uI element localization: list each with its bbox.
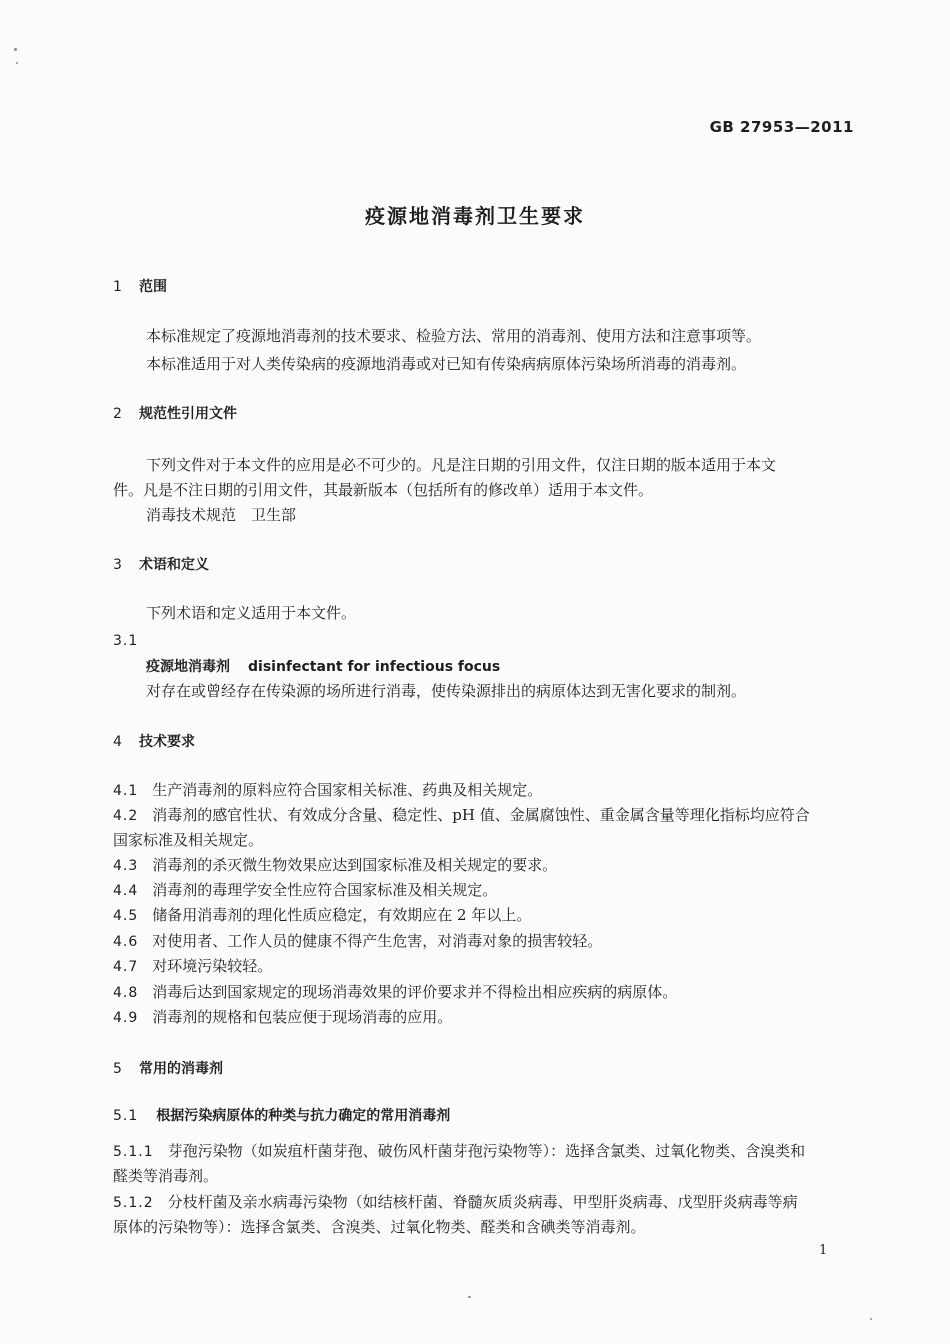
clause-5-1-1 [113,1139,805,1165]
section-number: 4 [113,734,122,750]
section-5-heading [113,1058,223,1078]
clause-4-4 [113,878,497,904]
section-number: 2 [113,406,122,422]
clause-4-6 [113,929,602,955]
clause-number: 5.1.1 [113,1144,154,1160]
section-2-paragraph-line-1: 下列文件对于本文件的应用是必不可少的。凡是注日期的引用文件，仅注日期的版本适用于本文 [146,456,777,474]
section-number: 1 [113,279,122,295]
term-number [113,628,152,654]
scan-speck [468,1296,471,1298]
clause-4-3 [113,853,557,879]
term-chinese: 疫源地消毒剂 [146,659,230,675]
clause-number: 4.9 [113,1010,139,1026]
clause-4-2 [113,803,810,829]
clause-text: 消毒剂的杀灭微生物效果应达到国家标准及相关规定的要求。 [152,856,558,874]
section-number: 5 [113,1061,122,1077]
term-entry [146,656,500,676]
clause-text: 芽孢污染物（如炭疽杆菌芽孢、破伤风杆菌芽孢污染物等）：选择含氯类、过氧化物类、含溴类和 [167,1142,806,1160]
subsection-title: 根据污染病原体的种类与抗力确定的常用消毒剂 [156,1108,451,1124]
clause-text: 对使用者、工作人员的健康不得产生危害，对消毒对象的损害较轻。 [152,932,603,950]
section-2-heading [113,403,237,423]
clause-4-2-continuation: 国家标准及相关规定。 [113,831,264,849]
clause-4-7 [113,954,272,980]
clause-number: 4.4 [113,883,139,899]
section-title: 技术要求 [139,734,195,750]
clause-number: 4.5 [113,908,139,924]
clause-4-9 [113,1005,452,1031]
section-2-paragraph-line-2: 件。凡是不注日期的引用文件，其最新版本（包括所有的修改单）适用于本文件。 [113,481,654,499]
section-1-paragraph-1: 本标准规定了疫源地消毒剂的技术要求、检验方法、常用的消毒剂、使用方法和注意事项等。 [146,327,762,345]
subsection-number: 5.1 [113,1108,139,1124]
clause-number: 3.1 [113,633,139,649]
standard-code: GB 27953—2011 [709,118,854,136]
clause-text: 生产消毒剂的原料应符合国家相关标准、药典及相关规定。 [152,781,543,799]
clause-number: 4.8 [113,985,139,1001]
clause-5-1-2-continuation: 原体的污染物等）：选择含氯类、含溴类、过氧化物类、醛类和含碘类等消毒剂。 [113,1218,646,1236]
clause-number: 4.2 [113,808,139,824]
clause-text: 对环境污染较轻。 [152,957,273,975]
clause-number: 4.6 [113,934,139,950]
clause-text: 分枝杆菌及亲水病毒污染物（如结核杆菌、脊髓灰质炎病毒、甲型肝炎病毒、戊型肝炎病毒等病 [167,1193,798,1211]
clause-5-1-2 [113,1190,798,1216]
page-number: 1 [819,1243,828,1258]
scan-speck [14,48,17,51]
section-1-paragraph-2: 本标准适用于对人类传染病的疫源地消毒或对已知有传染病病原体污染场所消毒的消毒剂。 [146,355,747,373]
clause-text: 消毒后达到国家规定的现场消毒效果的评价要求并不得检出相应疾病的病原体。 [152,983,678,1001]
clause-number: 4.1 [113,783,139,799]
section-3-heading [113,554,209,574]
section-1-heading [113,276,167,296]
clause-4-1 [113,778,542,804]
section-4-heading [113,731,195,751]
scan-speck [870,1318,872,1320]
clause-number: 4.7 [113,959,139,975]
scan-speck [16,62,18,64]
section-title: 常用的消毒剂 [139,1061,223,1077]
clause-4-5 [113,903,531,929]
clause-number: 5.1.2 [113,1195,154,1211]
clause-text: 消毒剂的毒理学安全性应符合国家标准及相关规定。 [152,881,498,899]
clause-4-8 [113,980,677,1006]
section-title: 术语和定义 [139,557,209,573]
clause-text: 储备用消毒剂的理化性质应稳定，有效期应在 2 年以上。 [152,906,532,924]
term-english: disinfectant for infectious focus [248,659,501,675]
section-number: 3 [113,557,122,573]
section-title: 规范性引用文件 [139,406,237,422]
normative-reference: 消毒技术规范 卫生部 [146,506,297,524]
clause-text: 消毒剂的感官性状、有效成分含量、稳定性、pH 值、金属腐蚀性、重金属含量等理化指标均应符合 [152,806,810,824]
subsection-5-1-heading [113,1105,450,1125]
term-definition: 对存在或曾经存在传染源的场所进行消毒，使传染源排出的病原体达到无害化要求的制剂。 [146,682,747,700]
document-title: 疫源地消毒剂卫生要求 [365,204,585,228]
section-3-intro: 下列术语和定义适用于本文件。 [146,604,357,622]
clause-5-1-1-continuation: 醛类等消毒剂。 [113,1167,219,1185]
section-title: 范围 [139,279,167,295]
clause-text: 消毒剂的规格和包装应便于现场消毒的应用。 [152,1008,453,1026]
clause-number: 4.3 [113,858,139,874]
